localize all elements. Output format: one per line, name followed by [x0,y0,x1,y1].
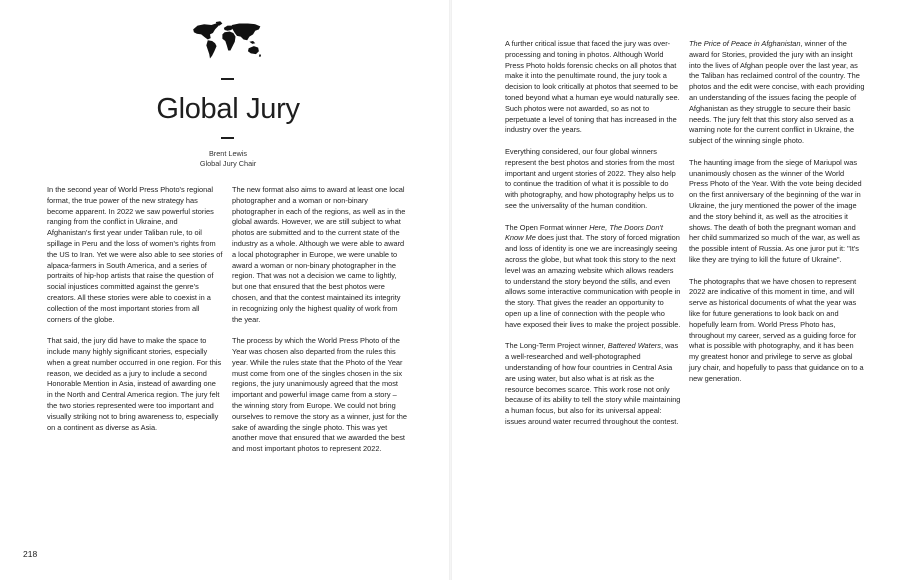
author-role: Global Jury Chair [199,159,257,168]
text-run: That said, the jury did have to make the space to include many highly significant stories, especially when a great number occurred in one region. For this reason, we decided as a jury to include a second Honorable Mention in Asia, instead of awarding one in the North and Central America region. The jury felt the two stories represented were too important and visually striking not to bring awareness to, especially on a continent as diverse as Asia. [47,336,222,432]
text-run: The haunting image from the siege of Mariupol was unanimously chosen as the winner of the World Press Photo of the Year. With the vote being decided on the first anniversary of the beginning of the war in Ukraine, the jury mentioned the power of the image and the story behind it, as well as the atrocities it shows. The death of both the pregnant woman and her child summarized so much of the war, as well as the possible intent of Russia. As one juror put it: "It's like they are trying to kill the future of Ukraine". [689,157,862,264]
article-paragraph [47,185,223,325]
text-run: The process by which the World Press Photo of the Year was chosen also departed from the rules this year. While the rules state that the Photo of the Year must come from one of the singles chosen in the six regions, the jury unanimously agreed that the most important and powerful image came from a story – the winning story from Europe. We could not bring ourselves to remove the story as a winner, just for the sake of awarding the single photo. This was yet another move that ensured that we awarded the best and most important photos to represent 2022. [232,336,407,454]
text-run: does just that. The story of forced migration and loss of identity is one we are increasingly seeing across the globe, but what took this story to the next level was an amazing website which allows readers to understand the story beyond the stills, and even allows some interactive communication with people in the story. That gives the reader an opportunity to open up a line of connection with the people who have exposed their lives to make the project possible. [505,233,681,329]
italic-text: The Price of Peace in Afghanistan [689,39,801,48]
text-run: The new format also aims to award at least one local photographer and a woman or non-binary photographer in each of the regions, as well as in the global awards. However, we are still subject to what photos are submitted and to the current state of the industry as a whole. Although we were able to award a local photographer in Europe, we were unable to award a woman or non-binary photographer in the region. That was not a decision we came to lightly, but one that ensured that the best photos were chosen, and that the contest maintained its integrity in recognizing only the highest quality of work from the year. [232,185,406,324]
text-run: A further critical issue that faced the jury was over-processing and toning in photos. Although World Press Photo holds forensic checks on all photos that make it into the penultimate round, the jury took a decision to look critically at photos that seemed to be toned beyond what a human eye would naturally see. Such photos were not awarded, so as not to perpetuate a level of toning that has increased in the industry over the years. [505,39,680,135]
article-paragraph [232,336,408,455]
italic-text: Battered Waters [607,341,661,351]
title-rule-top [221,78,234,80]
article-paragraph [505,147,681,212]
text-column-4 [689,39,865,395]
article-paragraph [47,336,223,433]
text-run: , was a well-researched and well-photographed understanding of how four countries in Central Asia are using water, but also what is at risk as the resource becomes scarce. This work rose not only because of its ability to tell the story while maintaining a human focus, but also for its universal appeal: issues around water recurred throughout the contest. [505,341,681,426]
text-run: The photographs that we have chosen to represent 2022 are indicative of this moment in time, and will serve as historical documents of what the year was like for future generations to look back on and hopefully learn from. World Press Photo has, throughout my career, served as a guiding force for what is possible with photography, and it has been my greatest honor and privilege to serve as global jury chair, and hopefully to pass that guidance on to a new generation. [689,276,864,383]
page-number: 218 [23,549,38,559]
article-paragraph [689,158,865,266]
world-map-icon [191,20,264,62]
text-run: The Long-Term Project winner, [505,341,608,351]
article-paragraph [505,223,681,331]
text-run: Everything considered, our four global winners represent the best photos and stories from the most important and urgent stories of 2022. They also help to continue the tradition of what it is possible to do with photography, and how photography helps us to see the universality of the human condition. [505,146,676,210]
article-paragraph [689,39,865,147]
italic-text: Here, The Doors Don't Know Me [505,222,663,243]
author-byline [150,149,306,169]
article-paragraph [505,341,681,427]
article-paragraph [232,185,408,325]
text-run: , winner of the award for Stories, provided the jury with an insight into the lives of Afghan people over the last year, as the Taliban has reclaimed control of the country. The photos and the edit were concise, with each providing an understanding of the issues facing the people of Afghanistan as they struggle to secure their basic needs. The jury felt that this story also served as a warning note for the current conflict in Ukraine, the subject of the winning single photo. [689,39,865,146]
page-title: Global Jury [156,93,300,125]
text-run: In the second year of World Press Photo's regional format, the true power of the new strategy has become apparent. In 2022 we saw powerful stories ranging from the conflict in Ukraine, and Afghanistan's first year under Taliban rule, to oil spillage in Peru and the loss of women's rights from the US to Iran. Yet we were also able to see stories of alpaca-farmers in South America, and a series of portraits of hip-hop artists that raise the question of social injustices committed against the genre's creators. All these stories were able to coexist in a collection of the most important stories from all corners of the globe. [47,185,223,324]
title-rule-bottom [221,137,234,139]
page-gutter [449,0,452,580]
article-paragraph [689,277,865,385]
text-run: The Open Format winner [505,222,590,232]
author-name: Brent Lewis [208,149,248,158]
text-column-1 [47,185,223,444]
text-column-2 [232,185,408,466]
article-paragraph [505,39,681,136]
text-column-3 [505,39,681,438]
